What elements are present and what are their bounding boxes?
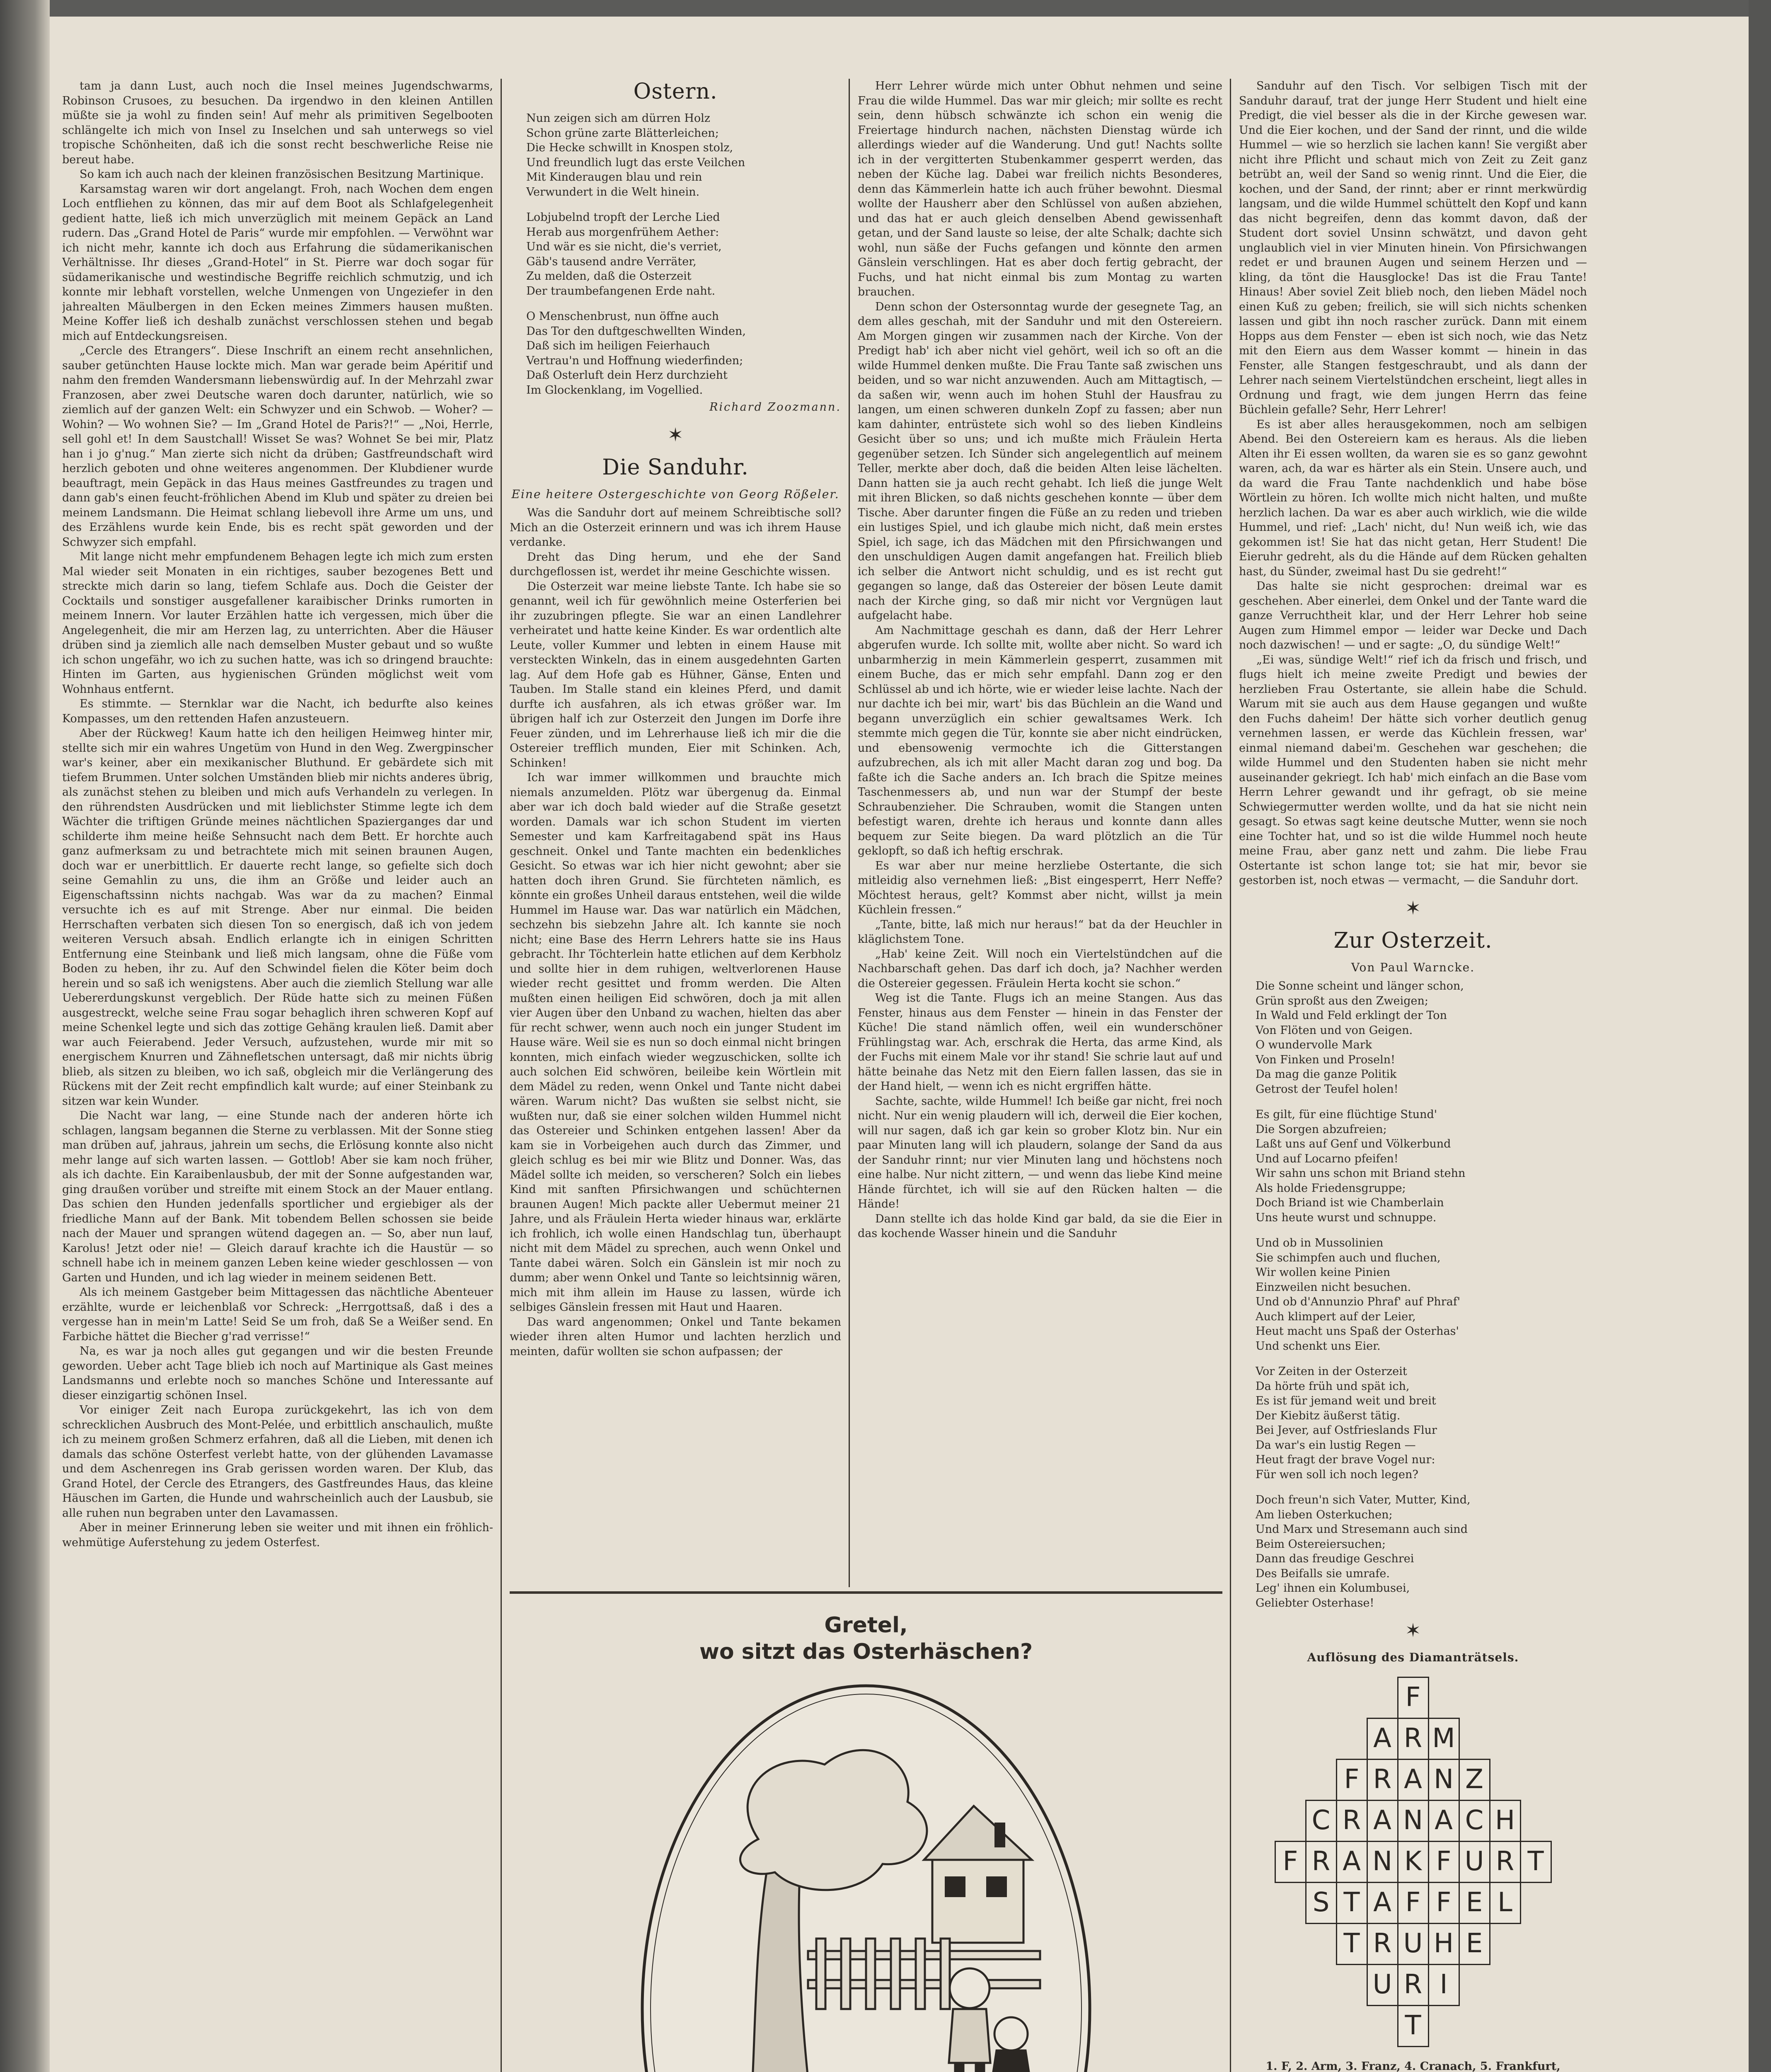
paragraph: Na, es war ja noch alles gut gegangen und wir die besten Freunde geworden. Ueber acht Tage blieb ich noch auf Martinique als Gast meines Landsmanns und erlebte noch so manches Schöne und Interessante auf dieser einzigartig schönen Insel. [62,1345,493,1402]
diamond-cell: R [1336,1800,1368,1842]
poem-line: Uns heute wurst und schnuppe. [1256,1211,1437,1224]
poem-line: Am lieben Osterkuchen; [1256,1508,1393,1521]
diamond-cell: F [1397,1677,1429,1719]
osterzeit-title: Zur Osterzeit. [1333,928,1493,953]
poem-line: Auch klimpert auf der Leier, [1256,1310,1416,1323]
paragraph: Karsamstag waren wir dort angelangt. Froh, nach Wochen dem engen Loch entfliehen zu können, das mir auf dem Boot als Schlafgelegenheit gedient hatte, ließ ich mich unverzüglich mit meinem Gepäck an Land rudern. Das „Grand Hotel de Paris“ wurde mir empfohlen. — Verwöhnt war ich nicht mehr, kannte ich doch aus Erfahrung die südamerikanischen Verhältnisse. Ihr dieses „Grand-Hotel“ in St. Pierre war doch sogar für südamerikanische und westindische Begriffe reichlich schmutzig, und ich konnte mir lebhaft vorstellen, welche Unmengen von Ungeziefer in den jahrealten Mäulbergen in den Ecken meines Zimmers hausen mußten. Meine Koffer ließ ich deshalb zunächst verschlossen stehen und begab mich auf Entdeckungsreisen. [62,182,493,343]
column-rule-1 [501,79,502,2072]
diamond-cell: F [1275,1841,1306,1883]
diamond-cell: E [1459,1923,1490,1965]
poem-line: Grün sproßt aus den Zweigen; [1256,994,1428,1007]
diamond-cell: C [1305,1800,1337,1842]
poem-line: Zu melden, daß die Osterzeit [526,270,692,283]
diamond-cell: F [1428,1882,1460,1924]
ostern-title: Ostern. [633,79,718,104]
poem-line: Es ist für jemand weit und breit [1256,1394,1436,1407]
diamond-cell: A [1428,1800,1460,1842]
diamond-cell: A [1367,1718,1398,1760]
diamond-cell: F [1397,1882,1429,1924]
poem-line: Laßt uns auf Genf und Völkerbund [1256,1138,1451,1150]
paragraph: Am Nachmittage geschah es dann, daß der Herr Lehrer abgerufen wurde. Ich sollte mit, wollte aber nicht. So ward ich unbarmherzig in mein Kämmerlein gesperrt, zusammen mit einem Buche, das er mich sehr empfahl. Dann zog er den Schlüssel ab und ich hörte, wie er wieder leise lachte. Nach der nur dachte ich bei mir, wart' bis das Büchlein an die Wand und begann unverzüglich ein schier gewaltsames Werk. Ich stemmte mich gegen die Tür, konnte sie aber nicht eindrücken, und ebensowenig vermochte ich die Gitterstangen aufzubrechen, als ich mit aller Macht daran zog und bog. Da faßte ich die Sache anders an. Ich brach die Spitze meines Taschenmessers ab, und nun war der Stumpf der beste Schraubenzieher. Die Schrauben, womit die Stangen unten befestigt waren, drehte ich heraus und konnte dann alles bequem zur Seite biegen. Da ward plötzlich an die Tür geklopft, so daß ich heftig erschrak. [858,624,1222,857]
diamond-cell: F [1428,1841,1460,1883]
osterzeit-poem [1239,979,1587,1610]
diamond-cell: N [1367,1841,1398,1883]
diamond-cell: K [1397,1841,1429,1883]
diamond-cell: H [1489,1800,1521,1842]
diamond-row [1239,1801,1587,1842]
paragraph: Es war aber nur meine herzliebe Ostertante, die sich mitleidig also vernehmen ließ: „Bist eingesperrt, Herr Neffe? Möchtest heraus, gelt? Kommst aber nicht, willst ja mein Küchlein fressen.“ [858,859,1222,916]
column-3 [858,79,1222,1587]
poem-line: Heut macht uns Spaß der Osterhas' [1256,1325,1459,1338]
paragraph: Es stimmte. — Sternklar war die Nacht, ich bedurfte also keines Kompasses, um den rettenden Hafen anzusteuern. [62,697,493,725]
paragraph: „Hab' keine Zeit. Will noch ein Viertelstündchen auf die Nachbarschaft gehen. Das darf ich doch, ja? Nachher werden die Ostereier gegessen. Fräulein Herta kocht sie schon.“ [858,947,1222,990]
poem-line: Beim Ostereiersuchen; [1256,1537,1386,1551]
paragraph: Die Osterzeit war meine liebste Tante. Ich habe sie so genannt, weil ich für gewöhnlich meine Osterferien bei ihr zuzubringen pflegte. Sie war an einen Landlehrer verheiratet und hatte keine Kinder. Es war ordentlich alte Leute, voller Kummer und lebten in einem Hause mit versteckten Winkeln, das in einem ausgedehnten Garten lag. Auf dem Hofe gab es Hühner, Gänse, Enten und Tauben. Im Stalle stand ein kleines Pferd, und damit durfte ich ausfahren, als ich etwas größer war. Im übrigen half ich zur Osterzeit den Jungen im Dorfe ihre Feuer zünden, und im Lehrerhause ließ ich mir die die Ostereier trefflich munden, Eier mit Schinken. Ach, Schinken! [510,580,841,770]
poem-line: Die Hecke schwillt in Knospen stolz, [526,141,733,154]
star-ornament: ✶ [667,423,684,446]
diamond-cell: L [1489,1882,1521,1924]
paragraph: Als ich meinem Gastgeber beim Mittagessen das nächtliche Abenteuer erzählte, wurde er leichenblaß vor Schreck: „Herrgottsaß, daß i des a vergesse han in mein'm Latte! Seid Se um froh, daß Se a Weißer send. En Farbiche hättet die Biecher g'rad verrisse!“ [62,1286,493,1343]
easter-puzzle-picture [510,1665,1222,2072]
paragraph: Was die Sanduhr dort auf meinem Schreibtische soll? Mich an die Osterzeit erinnern und was ich ihrem Hause verdanke. [510,506,841,549]
diamond-cell: U [1397,1923,1429,1965]
sanduhr-subtitle: Eine heitere Ostergeschichte von Georg Rößeler. [511,487,840,501]
poem-line: Und ob d'Annunzio Phraf' auf Phraf' [1256,1295,1461,1308]
poem-line: Herab aus morgenfrühem Aether: [526,225,719,239]
diamond-cell: R [1489,1841,1521,1883]
poem-line: Wir wollen keine Pinien [1256,1266,1391,1279]
book-binding [0,0,50,2072]
diamond-puzzle [1239,1677,1587,2047]
diamond-cell: Z [1459,1759,1490,1801]
paragraph: Das ward angenommen; Onkel und Tante bekamen wieder ihren alten Humor und lachten herzlich und meinten, dafür wollten sie schon aufpassen; der [510,1315,841,1358]
column-rule-2 [849,79,850,1587]
star-ornament-3: ✶ [1405,1619,1421,1641]
column-2 [510,79,841,1587]
diamond-row [1239,1965,1587,2006]
diamond-row [1239,1924,1587,1965]
paragraph: Ich war immer willkommen und brauchte mich niemals anzumelden. Plötz war übergenug da. Einmal aber war ich doch bald wieder auf die Straße gesetzt worden. Damals war ich schon Student im vierten Semester und kam Karfreitagabend spät ins Haus geschneit. Onkel und Tante machten ein bedenkliches Gesicht. So etwas war ich hier nicht gewohnt; aber sie hatten doch ihren Grund. Sie fürchteten nämlich, es könnte ein großes Unheil daraus entstehen, weil die wilde Hummel im Hause war. Das war natürlich ein Mädchen, sechzehn bis siebzehn Jahre alt. Ich kannte sie noch nicht; eine Base des Herrn Lehrers hatte sie ins Haus gebracht. Ihr Töchterlein hatte etlichen auf dem Kerbholz und sollte hier in dem ruhigen, weltverlorenen Hause wieder recht gesittet und fromm werden. Die Alten mußten einen heiligen Eid schwören, doch ja mit allen vier Augen über den Unband zu wachen, hielten das aber für recht schwer, wenn auch noch ein junger Student im Hause wäre. Weil sie es nun so doch einmal nicht bringen konnten, mich einfach wieder wegzuschicken, sollte ich auch solchen Eid schwören, beileibe kein Wörtlein mit dem Mädel zu reden, wenn Onkel und Tante nicht dabei wären. Warum nicht? Das wußten sie selbst nicht, sie wußten nur, daß sie einer solchen wilden Hummel nicht das Ostereier und Schinken entgehen lassen! Aber da kam sie in Vorbeigehen auch durch das Zimmer, und gleich schlug es bei mir wie Blitz und Donner. Was, das Mädel sollte ich meiden, so verscheren? Solch ein liebes Kind mit sanften Pfirsichwangen und schüchternen braunen Augen! Mich packte aller Uebermut meiner 21 Jahre, und als Fräulein Herta wieder hinaus war, erklärte ich frohlich, ich wolle einen Handschlag tun, überhaupt nicht mit dem Mädel zu sprechen, auch wenn Onkel und Tante dabei wären. Solch ein Gänslein ist mir noch zu dumm; aber wenn Onkel und Tante so leichtsinnig wären, mich mit ihm allein im Hause zu lassen, würde ich selbiges Gänslein fressen mit Haut und Haaren. [510,771,841,1314]
poem-line: O wundervolle Mark [1256,1038,1372,1051]
poem-line: Geliebter Osterhase! [1256,1596,1374,1610]
diamond-row [1239,1842,1587,1883]
stanza-gap [510,199,841,210]
poem-line: Und schenkt uns Eier. [1256,1339,1381,1353]
poem-line: Von Flöten und von Geigen. [1256,1024,1413,1037]
osterzeit-author: Von Paul Warncke. [1351,960,1475,974]
poem-line: In Wald und Feld erklingt der Ton [1256,1009,1447,1022]
poem-line: Daß Osterluft dein Herz durchzieht [526,369,728,382]
paragraph: Weg ist die Tante. Flugs ich an meine Stangen. Aus das Fenster, hinaus aus dem Fenster — hinein in das Fenster der Küche! Die stand nämlich offen, weil ein wunderschöner Frühlingstag war. Ach, erschrak die Herta, das arme Kind, als der Fuchs mit einem Male vor ihr stand! Sie schrie laut auf und hätte beinahe das Netz mit den Eiern fallen lassen, das sie in der Hand hielt, — wenn ich es nicht ergriffen hätte. [858,992,1222,1093]
poem-line: Wir sahn uns schon mit Briand stehn [1256,1167,1466,1180]
illustration-title-2: wo sitzt das Osterhäschen? [699,1639,1033,1664]
paragraph: Dann stellte ich das holde Kind gar bald, da sie die Eier in das kochende Wasser hinein und die Sanduhr [858,1212,1222,1240]
diamond-cell: T [1336,1923,1368,1965]
diamond-cell: R [1397,1718,1429,1760]
paragraph: „Cercle des Etrangers“. Diese Inschrift an einem recht ansehnlichen, sauber getünchten Hause lockte mich. Man war gerade beim Apéritif und nahm den fremden Wandersmann liebenswürdig auf. In der Mehrzahl zwar Franzosen, aber zwei Deutsche waren doch darunter, natürlich, wie so ziemlich auf der ganzen Welt: ein Schwyzer und ein Schwob. — Woher? —Wohin? — Wo wohnen Sie? — Im „Grand Hotel de Paris?!“ — „Noi, Herrle, sell gohl et! In dem Saustchall! Wisset Se was? Wohnet Se bei mir, Platz han i jo g'nug.“ Man zierte sich nicht da drüben; Gastfreundschaft wird herzlich geboten und ohne weiteres angenommen. Der Klubdiener wurde beauftragt, mein Gepäck in das Haus meines Gastfreundes zu tragen und dann gab's einen feucht-fröhlichen Abend im Klub und später zu dreien bei meinem Landsmann. Die Heimat schlang liebevoll ihre Arme um uns, und des Erzählens wurde kein Ende, bis es recht spät geworden und der Schwyzer sich empfahl. [62,344,493,549]
column-1-story [62,79,493,2072]
poem-line: Im Glockenklang, im Vogellied. [526,383,703,397]
illustration-rule [510,1591,1222,1594]
poem-line: Doch Briand ist wie Chamberlain [1256,1196,1444,1209]
poem-line: Heut fragt der brave Vogel nur: [1256,1453,1435,1466]
paragraph: Vor einiger Zeit nach Europa zurückgekehrt, las ich von dem schrecklichen Ausbruch des Mont-Pelée, und erbittlich anschaulich, mußte ich zu meinem großen Schmerz erfahren, daß all die Lieben, mit denen ich damals das schöne Osterfest verlebt hatte, von der glühenden Lavamasse und dem Aschenregen ins Grab gerissen worden waren. Der Klub, das Grand Hotel, der Cercle des Etrangers, des Gastfreundes Haus, das kleine Häuschen im Garten, die Hunde und wahrscheinlich auch der Lausbub, sie alle ruhen nun begraben unter den Lavamassen. [62,1404,493,1520]
poem-line: Die Sonne scheint und länger schon, [1256,980,1464,992]
diamond-cell: A [1367,1800,1398,1842]
diamond-cell: N [1397,1800,1429,1842]
diamond-cell: S [1305,1882,1337,1924]
paragraph: Aber der Rückweg! Kaum hatte ich den heiligen Heimweg hinter mir, stellte sich mir ein wahres Ungetüm von Hund in den Weg. Zwergpinscher war's keiner, aber ein mexikanischer Bluthund. Er gebärdete sich mit tiefem Brummen. Unter solchen Umständen blieb mir nichts anderes übrig, als zunächst stehen zu bleiben und mich aufs Verhandeln zu verlegen. In den rührendsten Ausdrücken und mit lieblichster Stimme legte ich dem Wächter die triftigen Gründe meines nächtlichen Spazierganges dar und schilderte ihm meine heiße Sehnsucht nach dem Bett. Er horchte auch ganz aufmerksam zu und betrachtete mich mit seinen braunen Augen, doch war er unerbittlich. Er dauerte recht lange, so gefielte sich doch seine Gemahlin zu uns, die ihm an Größe und leider auch an Eigenschaftssinn nichts nachgab. Was war da zu machen? Einmal versuchte ich es auf mit Strenge. Aber nur einmal. Die beiden Herrschaften verbaten sich diesen Ton so energisch, daß ich von jedem weiteren Versuch absah. Endlich erlangte ich in einigen Schritten Entfernung eine Steinbank und ließ mich langsam, ohne die Füße vom Boden zu heben, ihr zu. Auf den Schwindel fielen die Köter beim doch herein und so saß ich wenigstens. Aber auch die ziemlich Stellung war alle Uebererdungskunst vergeblich. Der Rüde hatte sich zu meinen Füßen ausgestreckt, welche seine Frau sogar behaglich ihren schweren Kopf auf meine Schenkel legte und sich das zottige Gehäng kraulen ließ. Damit aber war auch Feierabend. Jeder Versuch, aufzustehen, wurde mir mit so energischem Knurren und Zähnefletschen untersagt, daß mir nichts übrig blieb, als sitzen zu bleiben, wo ich saß, obgleich mir die Verlängerung des Rückens mit der Zeit recht empfindlich kalt wurde; auf einer Steinbank zu sitzen war kein Wunder. [62,727,493,1108]
sanduhr-story-end [1239,79,1587,888]
poem-line: Und Marx und Stresemann auch sind [1256,1523,1468,1536]
stanza-gap [1239,1482,1587,1493]
column-rule-3 [1230,79,1231,2072]
stanza-gap [1239,1097,1587,1107]
poem-line: Vertrau'n und Hoffnung wiederfinden; [526,354,743,367]
poem-line: Und freundlich lugt das erste Veilchen [526,156,745,169]
diamond-cell: F [1336,1759,1368,1801]
newspaper-page [50,17,1749,2072]
poem-line: Mit Kinderaugen blau und rein [526,171,702,184]
diamond-row [1239,1719,1587,1760]
poem-line: Und wär es sie nicht, die's verriet, [526,240,722,253]
paragraph: Sachte, sachte, wilde Hummel! Ich beiße gar nicht, frei noch nicht. Nur ein wenig plaudern will ich, derweil die Eier kochen, will nur sagen, daß ich gar kein so grober Klotz bin. Nur ein paar Minuten lang will ich plaudern, solange der Sand da aus der Sanduhr rinnt; nur vier Minuten lang und höchstens noch eine halbe. Nur nicht zittern, — und wenn das liebe Kind meine Hände fürchtet, ich will sie auf den Rücken halten — die Hände! [858,1094,1222,1210]
poem-line: Verwundert in die Welt hinein. [526,185,700,198]
poem-line: Da hörte früh und spät ich, [1256,1380,1410,1393]
poem-line: Die Sorgen abzufreien; [1256,1123,1387,1136]
scan-edge [1749,0,1771,2072]
sanduhr-story [510,506,841,1359]
poem-line: Da mag die ganze Politik [1256,1068,1397,1081]
diamond-cell: R [1367,1759,1398,1801]
stanza-gap [510,298,841,309]
diamond-cell: C [1459,1800,1490,1842]
poem-line: Nun zeigen sich am dürren Holz [526,112,711,125]
paragraph: „Ei was, sündige Welt!“ rief ich da frisch und frisch, und flugs hielt ich meine zweite Predigt und bewies der herzlieben Frau Ostertante, sie allein habe die Schuld. Warum mit sie auch aus dem Hause gegangen und wußte den Fuchs daheim! Der hätte sich vorher deutlich genug vernehmen lassen, er werde das Küchlein fressen, war' einmal niemand dabei'm. Geschehen war geschehen; die wilde Hummel und den Studenten haben sie nicht mehr auseinander gekriegt. Ich hab' mich einfach an die Base vom Herrn Lehrer gewandt und ihr gefragt, ob sie meine Schwiegermutter werden wollte, und da hat sie nicht nein gesagt. So etwas sagt keine deutsche Mutter, wenn sie noch eine Tochter hat, und so ist die wilde Hummel noch heute meine Frau, aber ganz nett und zahm. Die liebe Frau Ostertante ist schon lange tot; sie hat mir, bevor sie gestorben ist, noch etwas — vermacht, — die Sanduhr dort. [1239,653,1587,887]
poem-line: Doch freun'n sich Vater, Mutter, Kind, [1256,1493,1471,1506]
diamond-row [1239,2006,1587,2047]
poem-line: Lobjubelnd tropft der Lerche Lied [526,211,720,224]
diamond-cell: I [1428,1964,1460,2006]
puzzle-heading: Auflösung des Diamanträtsels. [1307,1651,1519,1664]
poem-line: Der Kiebitz äußerst tätig. [1256,1409,1401,1422]
illustration-title-1: Gretel, [824,1613,908,1638]
ostern-poem [510,111,841,397]
paragraph: Sanduhr auf den Tisch. Vor selbigen Tisch mit der Sanduhr darauf, trat der junge Herr Student und hielt eine Predigt, die viel besser als die in der Kirche gewesen war. Und die Eier kochen, und der Sand der rinnt, und die wilde Hummel — wie so herzlich sie lachen kann! Sie vergißt aber nicht ihre Pflicht und schaut mich von Zeit zu Zeit ganz betrübt an, weil der Sand so wenig rinnt. Und die Eier, die kochen, und der Sand, der rinnt; aber er rinnt merkwürdig langsam, und die wilde Hummel schüttelt den Kopf und kann das nicht begreifen, denn das kommt davon, daß der Student dort soviel Unsinn schwätzt, und davon geht unglaublich viel in vier Minuten hinein. Von Pfirsichwangen redet er und braunen Augen und seinem Herzen und — kling, da tönt die Hausglocke! Das ist die Frau Tante! Hinaus! Aber soviel Zeit blieb noch, den lieben Mädel noch einen Kuß zu geben; freilich, sie will sich nichts schenken lassen und gibt ihn noch rascher zurück. Dann mit einem Hopps aus dem Fenster — eben ist sich noch, wie das Netz mit den Eiern aus dem Wasser kommt — hinein in das Fenster, alle Stangen festgeschraubt, und als dann der Lehrer nach seinem Viertelstündchen erscheint, liegt alles in Ordnung und fragt, wie dem jungen Herrn das feine Büchlein gefalle? Sehr, Herr Lehrer! [1239,80,1587,416]
diamond-cell: A [1367,1882,1398,1924]
diamond-cell: A [1397,1759,1429,1801]
poem-line: Gäb's tausend andre Verräter, [526,255,697,268]
paragraph: Das halte sie nicht gesprochen: dreimal war es geschehen. Aber einerlei, dem Onkel und der Tante ward die ganze Verruchtheit klar, und der Herr Lehrer hob seine Augen zum Himmel empor — leider war Decke und Dach noch dazwischen! — und er sagte: „O, du sündige Welt!“ [1239,580,1587,651]
poem-line: Als holde Friedensgruppe; [1256,1181,1406,1195]
poem-line: O Menschenbrust, nun öffne auch [526,310,719,323]
paragraph: Herr Lehrer würde mich unter Obhut nehmen und seine Frau die wilde Hummel. Das war mir gleich; mir sollte es recht sein, denn hübsch schwänzte ich schon ein wenig die Freiertage hindurch nachen, nächsten Dienstag würde ich allerdings wieder auf die Wanderung. Und gut! Nachts sollte ich in der vergitterten Stubenkammer gesperrt werden, das neben der Küche lag. Dabei war freilich nichts Besonderes, denn das Kämmerlein hatte ich auch früher bewohnt. Diesmal wollte der Hausherr aber den Schlüssel von außen abziehen, und das hat er auch gleich denselben Abend gewissenhaft getan, und der Sand lauste so leise, der alte Schalk; dachte sich wohl, nun säße der Fuchs gefangen und könnte den armen Gänslein verschlingen. Hat es aber doch fertig gebracht, der Fuchs, und hat nicht einmal bis zum Montag zu warten brauchen. [858,80,1222,298]
poem-line: Vor Zeiten in der Osterzeit [1256,1365,1407,1378]
paragraph: Aber in meiner Erinnerung leben sie weiter und mit ihnen ein fröhlich-wehmütige Auferstehung zu jedem Osterfest. [62,1521,493,1549]
star-ornament-2: ✶ [1405,896,1421,919]
diamond-cell: T [1397,2005,1429,2047]
poem-line: Schon grüne zarte Blätterleichen; [526,126,719,140]
diamond-cell: N [1428,1759,1460,1801]
paragraph: Es ist aber alles herausgekommen, noch am selbigen Abend. Bei den Ostereiern kam es heraus. Als die lieben Alten ihr Ei essen wollten, da waren sie es so ganz gewohnt waren, ach, da war es härter als ein Stein. Unsere auch, und da ward die Frau Tante nachdenklich und habe böse Wörtlein zu hören. Ich wollte mich nicht halten, und mußte herzlich lachen. Da war es aber auch wirklich, wie die wilde Hummel, und rief: „Lach' nicht, du! Nun weiß ich, wie das gekommen ist! Sie hat das nicht getan, Herr Student! Die Eieruhr gedreht, als du die Hände auf dem Rücken gehalten hast, du Sünder, zweimal hast Du sie gedreht!“ [1239,418,1587,578]
diamond-cell: M [1428,1718,1460,1760]
paragraph: Mit lange nicht mehr empfundenem Behagen legte ich mich zum ersten Mal wieder seit Monaten in ein richtiges, sauber bezogenes Bett und streckte mich darin so lang, tiefem Schlafe aus. Doch die Geister der Cocktails und sonstiger ausgefallener karaibischer Drinks rumorten in meinem Innern. Vor lauter Erzählen hatte ich vergessen, mich über die Angelegenheit, die mir am Herzen lag, zu unterrichten. Aber die Häuser drüben sind ja ziemlich alle nach demselben Muster gebaut und so wußte ich schon ungefähr, wo ich zu suchen hatte, was ich so dringend brauchte: Hinten im Garten, aus hygienischen Gründen möglichst weit vom Wohnhaus entfernt. [62,550,493,696]
poem-line: Daß sich im heiligen Feierhauch [526,339,710,352]
poem-line: Da war's ein lustig Regen — [1256,1438,1416,1452]
diamond-cell: U [1459,1841,1490,1883]
paragraph: So kam ich auch nach der kleinen französischen Besitzung Martinique. [80,168,484,181]
illustration-block [510,1604,1222,2072]
diamond-cell: A [1336,1841,1368,1883]
diamond-row [1239,1760,1587,1801]
paragraph: Die Nacht war lang, — eine Stunde nach der anderen hörte ich schlagen, langsam begannen die Sterne zu verblassen. Mit der Sonne stieg man drüben auf, jahraus, jahrein um sechs, die Erlösung konnte also nicht mehr lange auf sich warten lassen. — Gottlob! Aber sie kam noch früher, als ich dachte. Ein Karaibenlausbub, der mit der Sonne aufgestanden war, ging draußen vorüber und streifte mit einem Stock an der Mauer entlang. Das schien den Hunden jedenfalls sportlicher und ergiebiger als der friedliche Mann auf der Bank. Mit tobendem Bellen schossen sie beide nach der Mauer und sprangen wütend dagegen an. — So, aber nun lauf, Karolus! Jetzt oder nie! — Gleich darauf krachte ich die Haustür — so schnell habe ich in meinem ganzen Leben keine wieder geschlossen — von Garten und Hunden, und ich lag wieder in meinem seidenen Bett. [62,1109,493,1284]
diamond-cell: E [1459,1882,1490,1924]
diamond-cell: R [1367,1923,1398,1965]
diamond-cell: R [1305,1841,1337,1883]
poem-line: Das Tor den duftgeschwellten Winden, [526,324,746,338]
poem-line: Sie schimpfen auch und fluchen, [1256,1251,1441,1264]
diamond-cell: U [1367,1964,1398,2006]
paragraph: Dreht das Ding herum, und ehe der Sand durchgeflossen ist, werdet ihr meine Geschichte wissen. [510,550,841,578]
puzzle-answer-1: 1. F, 2. Arm, 3. Franz, 4. Cranach, 5. Frankfurt, [1265,2060,1561,2072]
diamond-cell: R [1397,1964,1429,2006]
diamond-row [1239,1677,1587,1719]
diamond-row [1239,1883,1587,1924]
poem-line: Des Beifalls sie umrafe. [1256,1567,1390,1580]
poem-line: Der traumbefangenen Erde naht. [526,284,716,298]
stanza-gap [1239,1225,1587,1236]
poem-line: Und auf Locarno pfeifen! [1256,1152,1398,1165]
poem-line: Bei Jever, auf Ostfrieslands Flur [1256,1424,1437,1437]
diamond-cell: T [1336,1882,1368,1924]
diamond-cell: H [1428,1923,1460,1965]
poem-line: Getrost der Teufel holen! [1256,1082,1398,1096]
stanza-gap [1239,1353,1587,1364]
poem-line: Einzweilen nicht besuchen. [1256,1280,1411,1294]
column-4 [1239,79,1587,2072]
poem-line: Und ob in Mussolinien [1256,1237,1384,1249]
poem-line: Für wen soll ich noch legen? [1256,1468,1418,1481]
paragraph: Denn schon der Ostersonntag wurde der gesegnete Tag, an dem alles geschah, mit der Sanduhr und mit den Ostereiern. Am Morgen gingen wir zusammen nach der Kirche. Von der Predigt hab' ich aber nicht viel gehört, weil ich so oft an die wilde Hummel denken mußte. Die Frau Tante saß zwischen uns beiden, und so war nicht anzuwenden. Auch am Mittagtisch, — da saßen wir, wenn auch im hohen Stuhl der Hausfrau zu langen, um einen schweren dunkeln Zopf zu fassen; aber nun kam dahinter, entrüstete sich wohl so des lieben Kindleins Gesicht über so uns; und ich mußte mich Fräulein Herta gegenüber setzen. Ich Sünder sich angelegentlich auf meinem Teller, merkte aber doch, daß die beiden Alten leise lächelten. Dann hatten sie ja auch recht gehabt. Ich ließ die junge Welt mit ihren Blicken, so daß nichts geschehen konnte — über dem Tische. Aber darunter fingen die Füße an zu reden und trieben ein lustiges Spiel, und ich glaube mich nicht, daß mein erstes Spiel, ich sage, ich das Mädchen mit den Pfirsichwangen und den unschuldigen Augen damit angefangen hat. Freilich blieb ich selber die Antwort nicht schuldig, und es ist recht gut gegangen so lange, daß das Ostereier der bösen Leute damit nach der Kirche ging, so daß mir nicht vor Vergnügen laut aufgelacht habe. [858,300,1222,622]
poem-line: Von Finken und Proseln! [1256,1053,1395,1066]
poem-line: Dann das freudige Geschrei [1256,1552,1414,1565]
paragraph: „Tante, bitte, laß mich nur heraus!“ bat da der Heuchler in kläglichstem Tone. [858,918,1222,946]
ostern-author: Richard Zoozmann. [709,401,841,414]
poem-line: Es gilt, für eine flüchtige Stund' [1256,1108,1437,1121]
diamond-cell: T [1520,1841,1552,1883]
poem-line: Leg' ihnen ein Kolumbusei, [1256,1582,1410,1595]
sanduhr-title: Die Sanduhr. [602,455,749,480]
paragraph: tam ja dann Lust, auch noch die Insel meines Jugendschwarms, Robinson Crusoes, zu besuchen. Da irgendwo in den kleinen Antillen müßte sie ja wohl zu finden sein! Auf mehr als primitiven Segelbooten schlängelte ich mich von Insel zu Inselchen und sah unterwegs so viel tropische Schönheiten, daß ich die sonst recht beschwerliche Reise nie bereut habe. [62,80,493,166]
